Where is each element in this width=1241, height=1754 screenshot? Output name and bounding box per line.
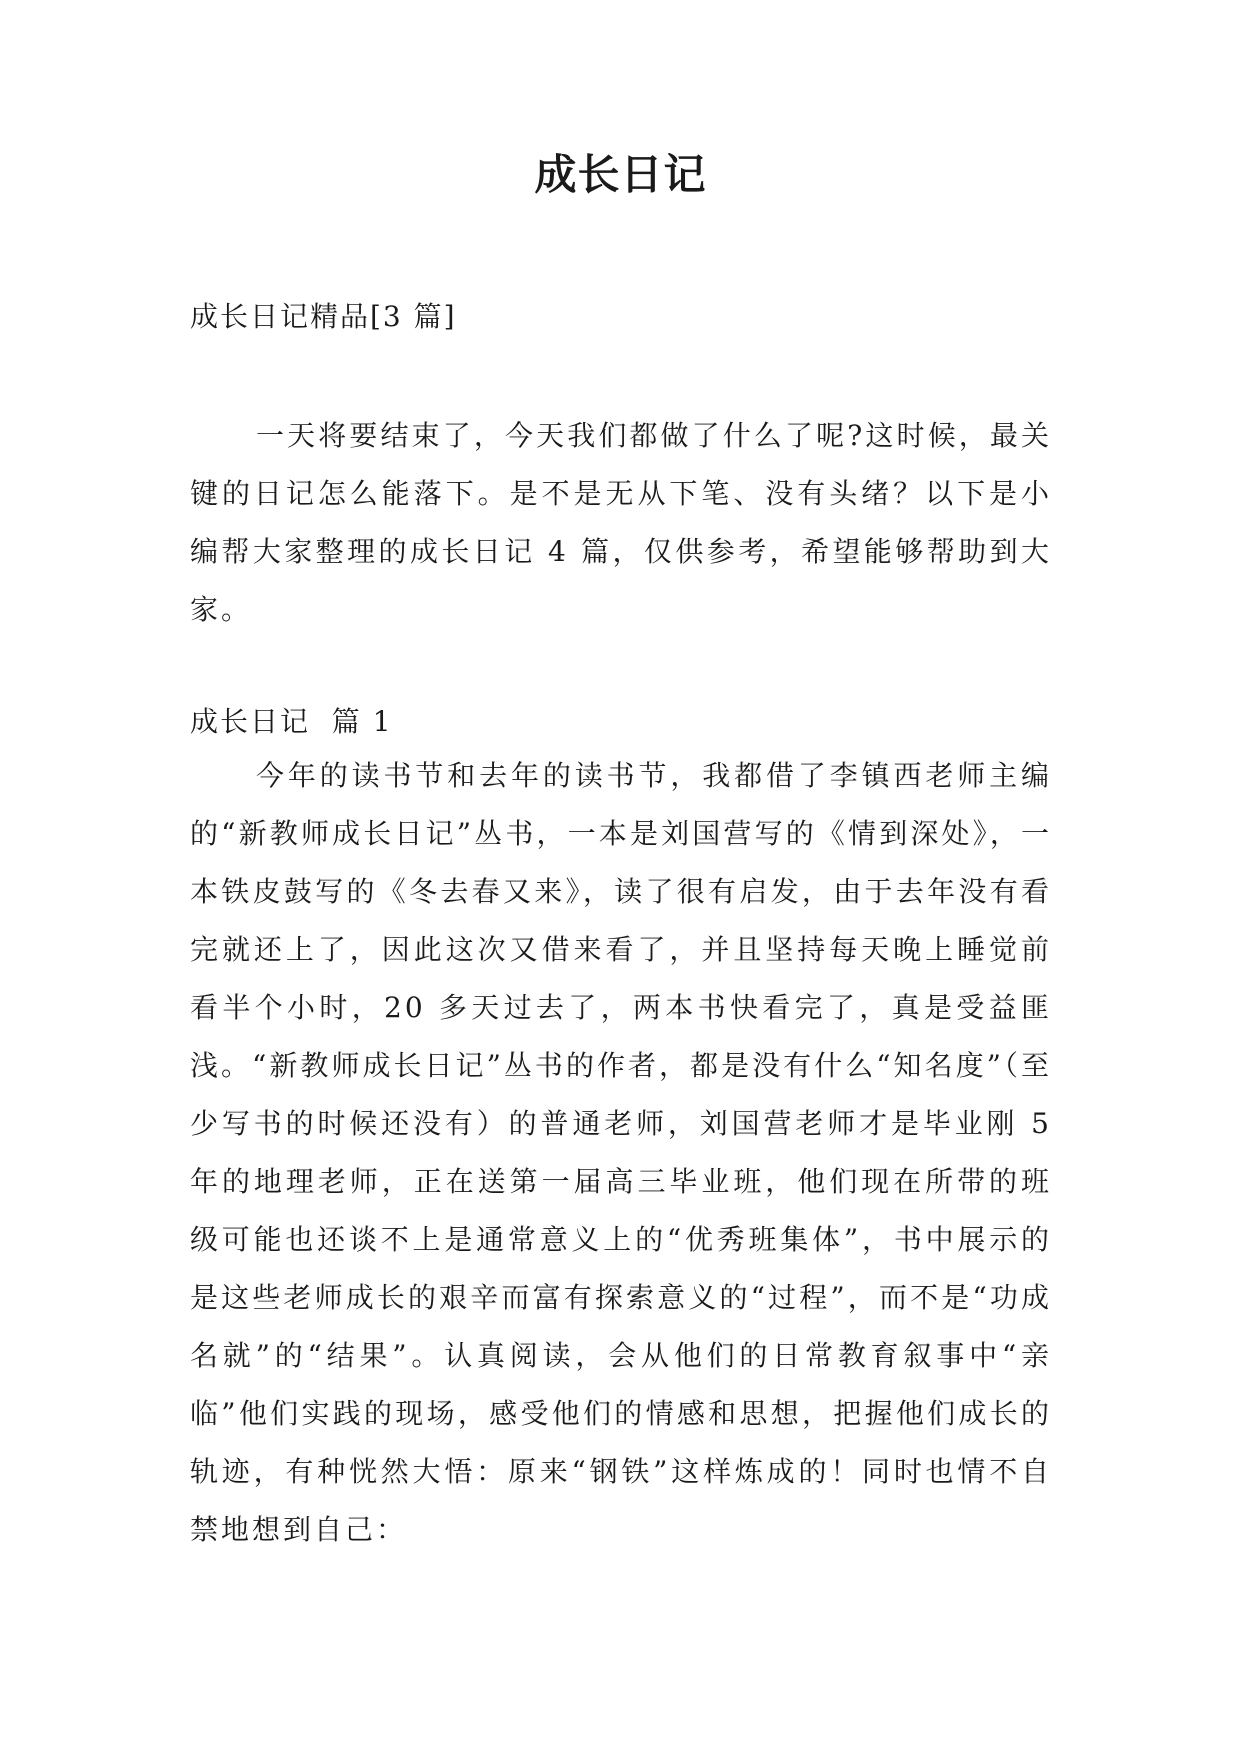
intro-paragraph: 一天将要结束了，今天我们都做了什么了呢?这时候，最关键的日记怎么能落下。是不是无从下笔、没有头绪？以下是小编帮大家整理的成长日记 4 篇，仅供参考，希望能够帮助到大家。 xyxy=(190,419,1052,626)
document-subtitle: 成长日记精品[3 篇] xyxy=(190,300,457,333)
document-title: 成长日记 xyxy=(534,150,707,199)
section-body-paragraph: 今年的读书节和去年的读书节，我都借了李镇西老师主编的“新教师成长日记”丛书，一本是刘国营写的《情到深处》，一本铁皮鼓写的《冬去春又来》，读了很有启发，由于去年没有看完就还上了，因此这次又借来看了，并且坚持每天晚上睡觉前看半个小时，20 多天过去了，两本书快看完了，真是受益匪浅。“新教师成长日记”丛书的作者，都是没有什么“知名度”（至少写书的时候还没有）的普通老师，刘国营老师才是毕业刚 5 年的地理老师，正在送第一届高三毕业班，他们现在所带的班级可能也还谈不上是通常意义上的“优秀班集体”，书中展示的是这些老师成长的艰辛而富有探索意义的“过程”，而不是“功成名就”的“结果”。认真阅读，会从他们的日常教育叙事中“亲临”他们实践的现场，感受他们的情感和思想，把握他们成长的轨迹，有种恍然大悟：原来“钢铁”这样炼成的！同时也情不自禁地想到自己： xyxy=(190,759,1052,1546)
section-heading: 成长日记 篇 1 xyxy=(190,705,393,738)
